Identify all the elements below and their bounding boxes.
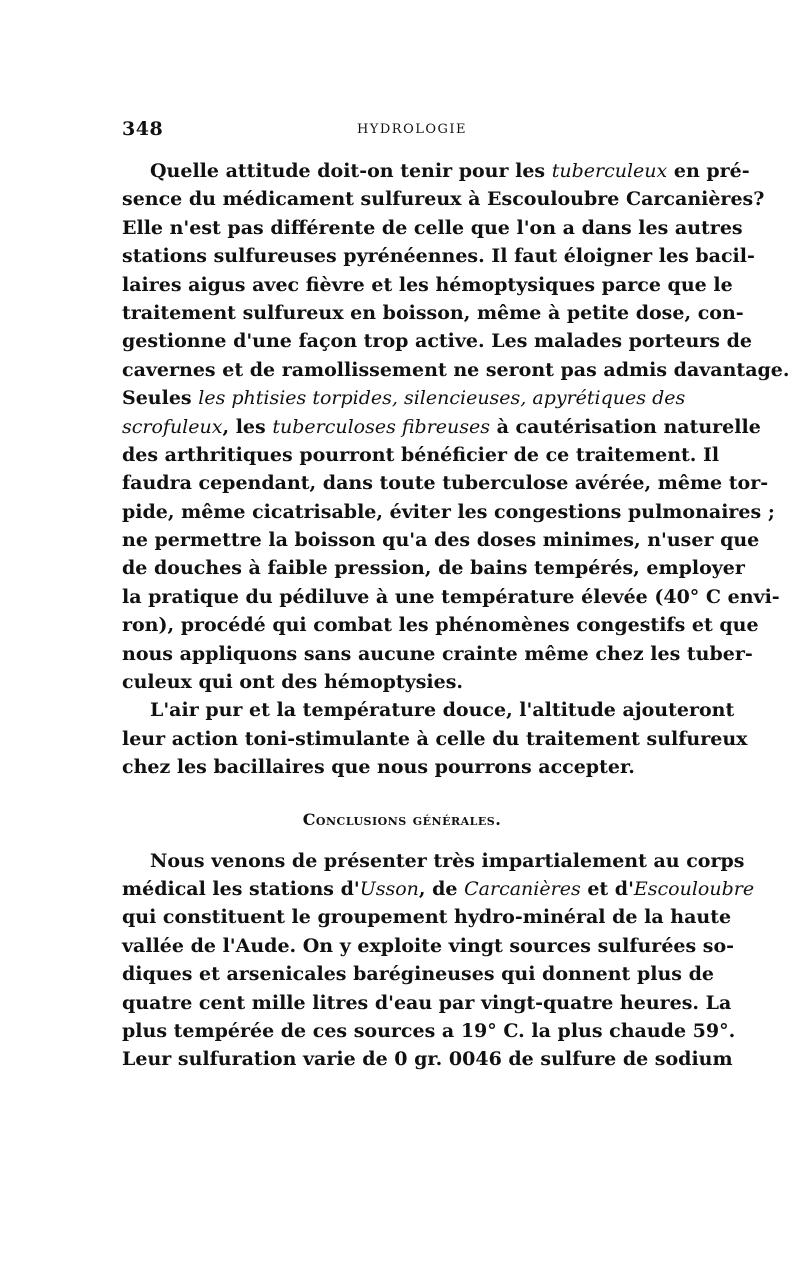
paragraph-3 (122, 847, 755, 1074)
text-line: diques et arsenicales barégineuses qui donnent plus de (122, 963, 714, 986)
text-line: Elle n'est pas différente de celle que l'on a dans les autres (122, 216, 743, 239)
paragraph-2 (122, 696, 748, 781)
running-title: HYDROLOGIE (356, 122, 468, 137)
text-line: plus tempérée de ces sources a 19° C. la plus chaude 59°. (122, 1019, 736, 1042)
text-line: traitement sulfureux en boisson, même à petite dose, con- (122, 301, 744, 324)
text-line: ne permettre la boisson qu'a des doses minimes, n'user que (122, 529, 760, 552)
section-heading: Conclusions générales. (302, 809, 502, 829)
text-line: nous appliquons sans aucune crainte même chez les tuber- (122, 642, 753, 665)
text-line: sence du médicament sulfureux à Escouloubre Carcanières? (122, 188, 765, 211)
page-number: 348 (122, 118, 164, 140)
text-line: L'air pur et la température douce, l'altitude ajouteront (150, 699, 735, 722)
text-line: ron), procédé qui combat les phénomènes congestifs et que (122, 614, 759, 637)
text-line: vallée de l'Aude. On y exploite vingt sources sulfurées so- (122, 934, 735, 957)
text-line: chez les bacillaires que nous pourrons accepter. (122, 756, 635, 779)
running-head (122, 118, 682, 142)
text-line: pide, même cicatrisable, éviter les congestions pulmonaires ; (122, 500, 775, 523)
body-text (122, 157, 790, 1074)
text-line: Leur sulfuration varie de 0 gr. 0046 de sulfure de sodium (122, 1048, 733, 1071)
text-line: laires aigus avec fièvre et les hémoptysiques parce que le (122, 273, 733, 296)
text-line: quatre cent mille litres d'eau par vingt-quatre heures. La (122, 991, 732, 1014)
text-line: médical les stations d'Usson, de Carcanières et d'Escouloubre (122, 877, 755, 900)
text-line: la pratique du pédiluve à une température élevée (40° C envi- (122, 585, 780, 608)
text-line: cavernes et de ramollissement ne seront pas admis davantage. (122, 358, 790, 381)
text-line: de douches à faible pression, de bains tempérés, employer (122, 557, 745, 580)
text-line: scrofuleux, les tuberculoses fibreuses à cautérisation naturelle (122, 415, 761, 438)
text-line: Quelle attitude doit-on tenir pour les tuberculeux en pré- (150, 160, 750, 182)
paragraph-1 (122, 157, 790, 696)
text-line: culeux qui ont des hémoptysies. (122, 671, 464, 694)
text-line: des arthritiques pourront bénéficier de ce traitement. Il (122, 443, 720, 466)
text-line: stations sulfureuses pyrénéennes. Il faut éloigner les bacil- (122, 245, 755, 268)
text-line: Seules les phtisies torpides, silencieuses, apyrétiques des (122, 387, 686, 410)
text-line: Nous venons de présenter très impartialement au corps (150, 849, 745, 872)
text-line: leur action toni-stimulante à celle du traitement sulfureux (122, 727, 748, 750)
text-line: qui constituent le groupement hydro-minéral de la haute (122, 906, 732, 929)
text-line: faudra cependant, dans toute tuberculose avérée, même tor- (122, 472, 769, 495)
text-line: gestionne d'une façon trop active. Les malades porteurs de (122, 330, 752, 353)
